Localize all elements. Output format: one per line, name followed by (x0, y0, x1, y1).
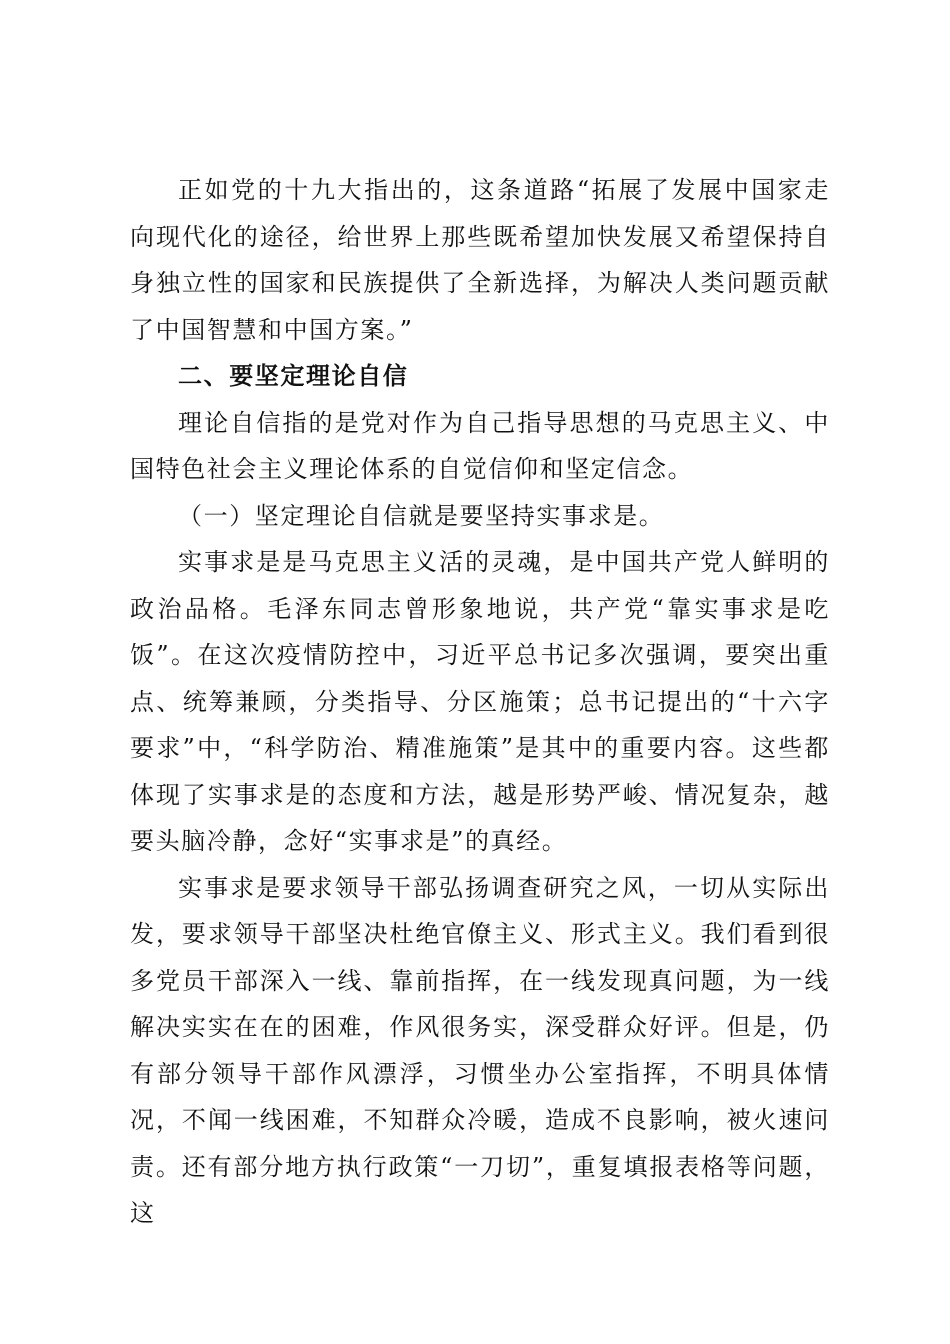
section-heading-theory-confidence: 二、要坚定理论自信 (178, 362, 409, 390)
paragraph-theory-confidence-definition: 理论自信指的是党对作为自己指导思想的马克思主义、中国特色社会主义理论体系的自觉信仰和坚定信念。 (130, 408, 830, 483)
paragraph-seek-truth-soul: 实事求是是马克思主义活的灵魂，是中国共产党人鲜明的政治品格。毛泽东同志曾形象地说，共产党“靠实事求是吃饭”。在这次疫情防控中，习近平总书记多次强调，要突出重点、统筹兼顾，分类指导、分区施策；总书记提出的“十六字要求”中，“科学防治、精准施策”是其中的重要内容。这些都体现了实事求是的态度和方法，越是形势严峻、情况复杂，越要头脑冷静，念好“实事求是”的真经。 (130, 548, 830, 855)
document-body (130, 167, 830, 1237)
paragraph-investigation-style: 实事求是要求领导干部弘扬调查研究之风，一切从实际出发，要求领导干部坚决杜绝官僚主义、形式主义。我们看到很多党员干部深入一线、靠前指挥，在一线发现真问题，为一线解决实实在在的困难，作风很务实，深受群众好评。但是，仍有部分领导干部作风漂浮，习惯坐办公室指挥，不明具体情况，不闻一线困难，不知群众冷暖，造成不良影响，被火速问责。还有部分地方执行政策“一刀切”，重复填报表格等问题，这 (130, 873, 830, 1227)
paragraph-development-path: 正如党的十九大指出的，这条道路“拓展了发展中国家走向现代化的途径，给世界上那些既希望加快发展又希望保持自身独立性的国家和民族提供了全新选择，为解决人类问题贡献了中国智慧和中国方案。” (130, 176, 830, 344)
subsection-heading-seek-truth: （一）坚定理论自信就是要坚持实事求是。 (178, 501, 665, 530)
